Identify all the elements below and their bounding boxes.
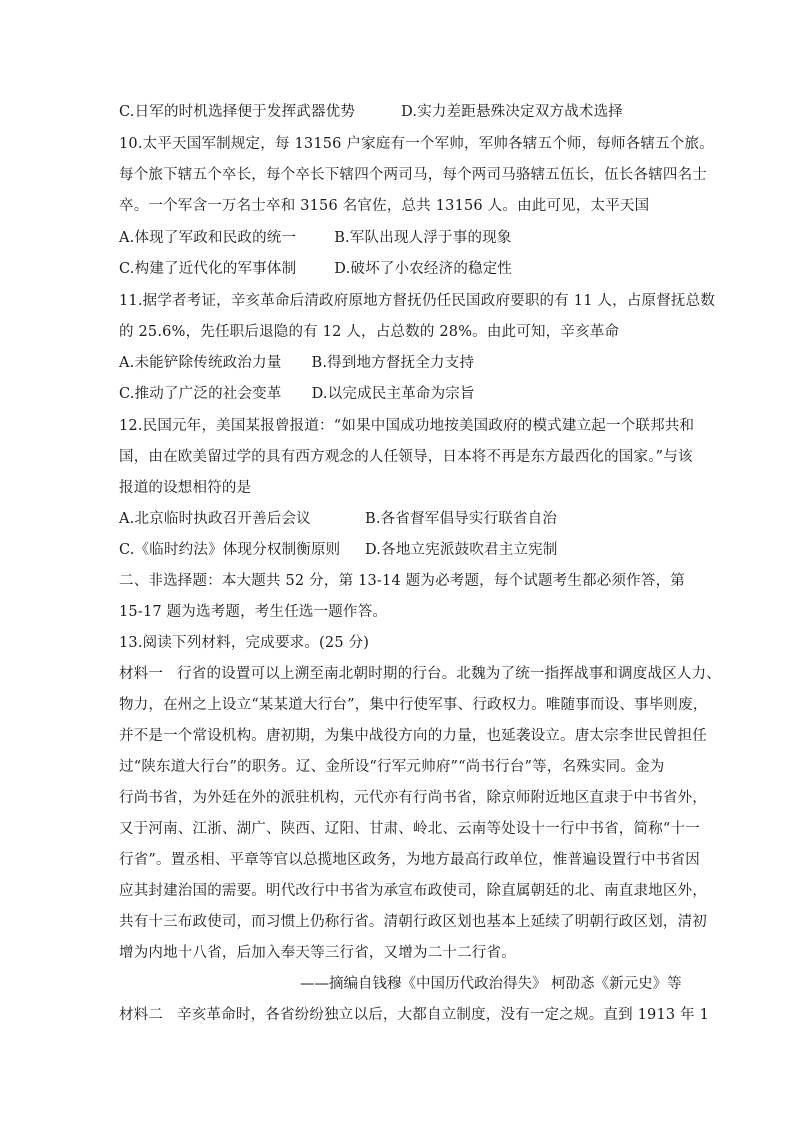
q10-option-a: A.体现了军政和民政的统一 bbox=[119, 230, 297, 246]
q12-stem-line-1: 12.民国元年，美国某报曾报道：“如果中国成功地按美国政府的模式建立起一个联邦共和 bbox=[119, 418, 695, 434]
q13-material1-line-6: 又于河南、江浙、湖广、陕西、辽阳、甘肃、岭北、云南等处设十一行中书省，简称“十一 bbox=[119, 821, 700, 837]
q10-stem-line-3: 卒。一个军含一万名士卒和 3156 名官佐，总共 13156 人。由此可见，太平天国 bbox=[119, 198, 650, 214]
q13-material1-line-4: 过“陕东道大行台”的职务。辽、金所设“行军元帅府”“尚书行台”等，名殊实同。金为 bbox=[119, 759, 665, 775]
q13-material2-line-1 bbox=[119, 1005, 709, 1025]
q12-option-d: D.各地立宪派鼓吹君主立宪制 bbox=[365, 542, 558, 558]
q11-stem-line-1: 11.据学者考证，辛亥革命后清政府原地方督抚仍任民国政府要职的有 11 人，占原督抚总数 bbox=[119, 293, 716, 309]
q12-option-b: B.各省督军倡导实行联省自治 bbox=[365, 511, 558, 527]
q12-stem-line-2: 国，由在欧美留过学的具有西方观念的人任领导，日本将不再是东方最西化的国家。”与该 bbox=[119, 449, 693, 465]
q13-material1-line-2: 物力，在州之上设立“某某道大行台”，集中行使军事、行政权力。唯随事而设、事毕则废， bbox=[119, 697, 708, 713]
q11-options-row-1 bbox=[119, 353, 474, 373]
q13-material1-line-8: 应其封建治国的需要。明代改行中书省为承宣布政使司，除直属朝廷的北、南直隶地区外， bbox=[119, 883, 707, 899]
q11-option-a: A.未能铲除传统政治力量 bbox=[119, 355, 282, 371]
q10-option-c: C.构建了近代化的军事体制 bbox=[119, 261, 297, 277]
q11-option-d: D.以完成民主革命为宗旨 bbox=[311, 386, 475, 402]
material2-text-1: 辛亥革命时，各省纷纷独立以后，大都自立制度，没有一定之规。直到 1913 年 1 bbox=[177, 1007, 710, 1023]
q10-stem-line-1: 10.太平天国军制规定，每 13156 户家庭有一个军帅，军帅各辖五个师，每师各辖五个旅。 bbox=[119, 136, 714, 152]
q12-options-row-1 bbox=[119, 509, 557, 529]
q9-options-row bbox=[119, 102, 623, 122]
q11-stem-line-2: 的 25.6%，先任职后退隐的有 12 人，占总数的 28%。由此可知，辛亥革命 bbox=[119, 324, 620, 340]
q13-material1-line-5: 行尚书省，为外廷在外的派驻机构，元代亦有行尚书省，除京师附近地区直隶于中书省外， bbox=[119, 790, 707, 806]
q13-material1-source: ——摘编自钱穆《中国历代政治得失》 柯劭忞《新元史》等 bbox=[300, 976, 682, 992]
q12-option-c: C.《临时约法》体现分权制衡原则 bbox=[119, 542, 341, 558]
q10-option-d: D.破坏了小农经济的稳定性 bbox=[334, 261, 513, 277]
q12-option-a: A.北京临时执政召开善后会议 bbox=[119, 511, 311, 527]
q13-material1-line-9: 共有十三布政使司，而习惯上仍称行省。清朝行政区划也基本上延续了明朝行政区划，清初 bbox=[119, 914, 707, 930]
q13-material1-line-3: 并不是一个常设机构。唐初期，为集中战役方向的力量，也延袭设立。唐太宗李世民曾担任 bbox=[119, 728, 707, 744]
section2-heading-line-1: 二、非选择题：本大题共 52 分，第 13-14 题为必考题，每个试题考生都必须作答，第 bbox=[119, 573, 685, 589]
q13-material1-line-1 bbox=[119, 664, 721, 684]
material2-label: 材料二 bbox=[119, 1007, 164, 1023]
q10-options-row-1 bbox=[119, 228, 512, 248]
q10-options-row-2 bbox=[119, 259, 512, 279]
material1-label: 材料一 bbox=[119, 666, 164, 682]
q12-options-row-2 bbox=[119, 540, 558, 560]
q10-option-b: B.军队出现人浮于事的现象 bbox=[334, 230, 512, 246]
q9-option-d: D.实力差距悬殊决定双方战术选择 bbox=[401, 104, 624, 120]
material1-text-1: 行省的设置可以上溯至南北朝时期的行台。北魏为了统一指挥战事和调度战区人力、 bbox=[177, 666, 722, 682]
q11-option-c: C.推动了广泛的社会变革 bbox=[119, 386, 282, 402]
q13-material1-line-10: 增为内地十八省，后加入奉天等三行省，又增为二十二行省。 bbox=[119, 945, 516, 961]
q11-option-b: B.得到地方督抚全力支持 bbox=[311, 355, 475, 371]
q9-option-c: C.日军的时机选择便于发挥武器优势 bbox=[119, 104, 356, 120]
q11-options-row-2 bbox=[119, 384, 475, 404]
q13-material1-line-7: 行省”。置丞相、平章等官以总揽地区政务，为地方最高行政单位，惟普遍设置行中书省因 bbox=[119, 852, 700, 868]
q10-stem-line-2: 每个旅下辖五个卒长，每个卒长下辖四个两司马，每个两司马骆辖五伍长，伍长各辖四名士 bbox=[119, 167, 707, 183]
q13-title: 13.阅读下列材料，完成要求。(25 分) bbox=[119, 635, 370, 651]
section2-heading-line-2: 15-17 题为选考题，考生任选一题作答。 bbox=[119, 604, 388, 620]
q12-stem-line-3: 报道的设想相符的是 bbox=[119, 480, 252, 496]
